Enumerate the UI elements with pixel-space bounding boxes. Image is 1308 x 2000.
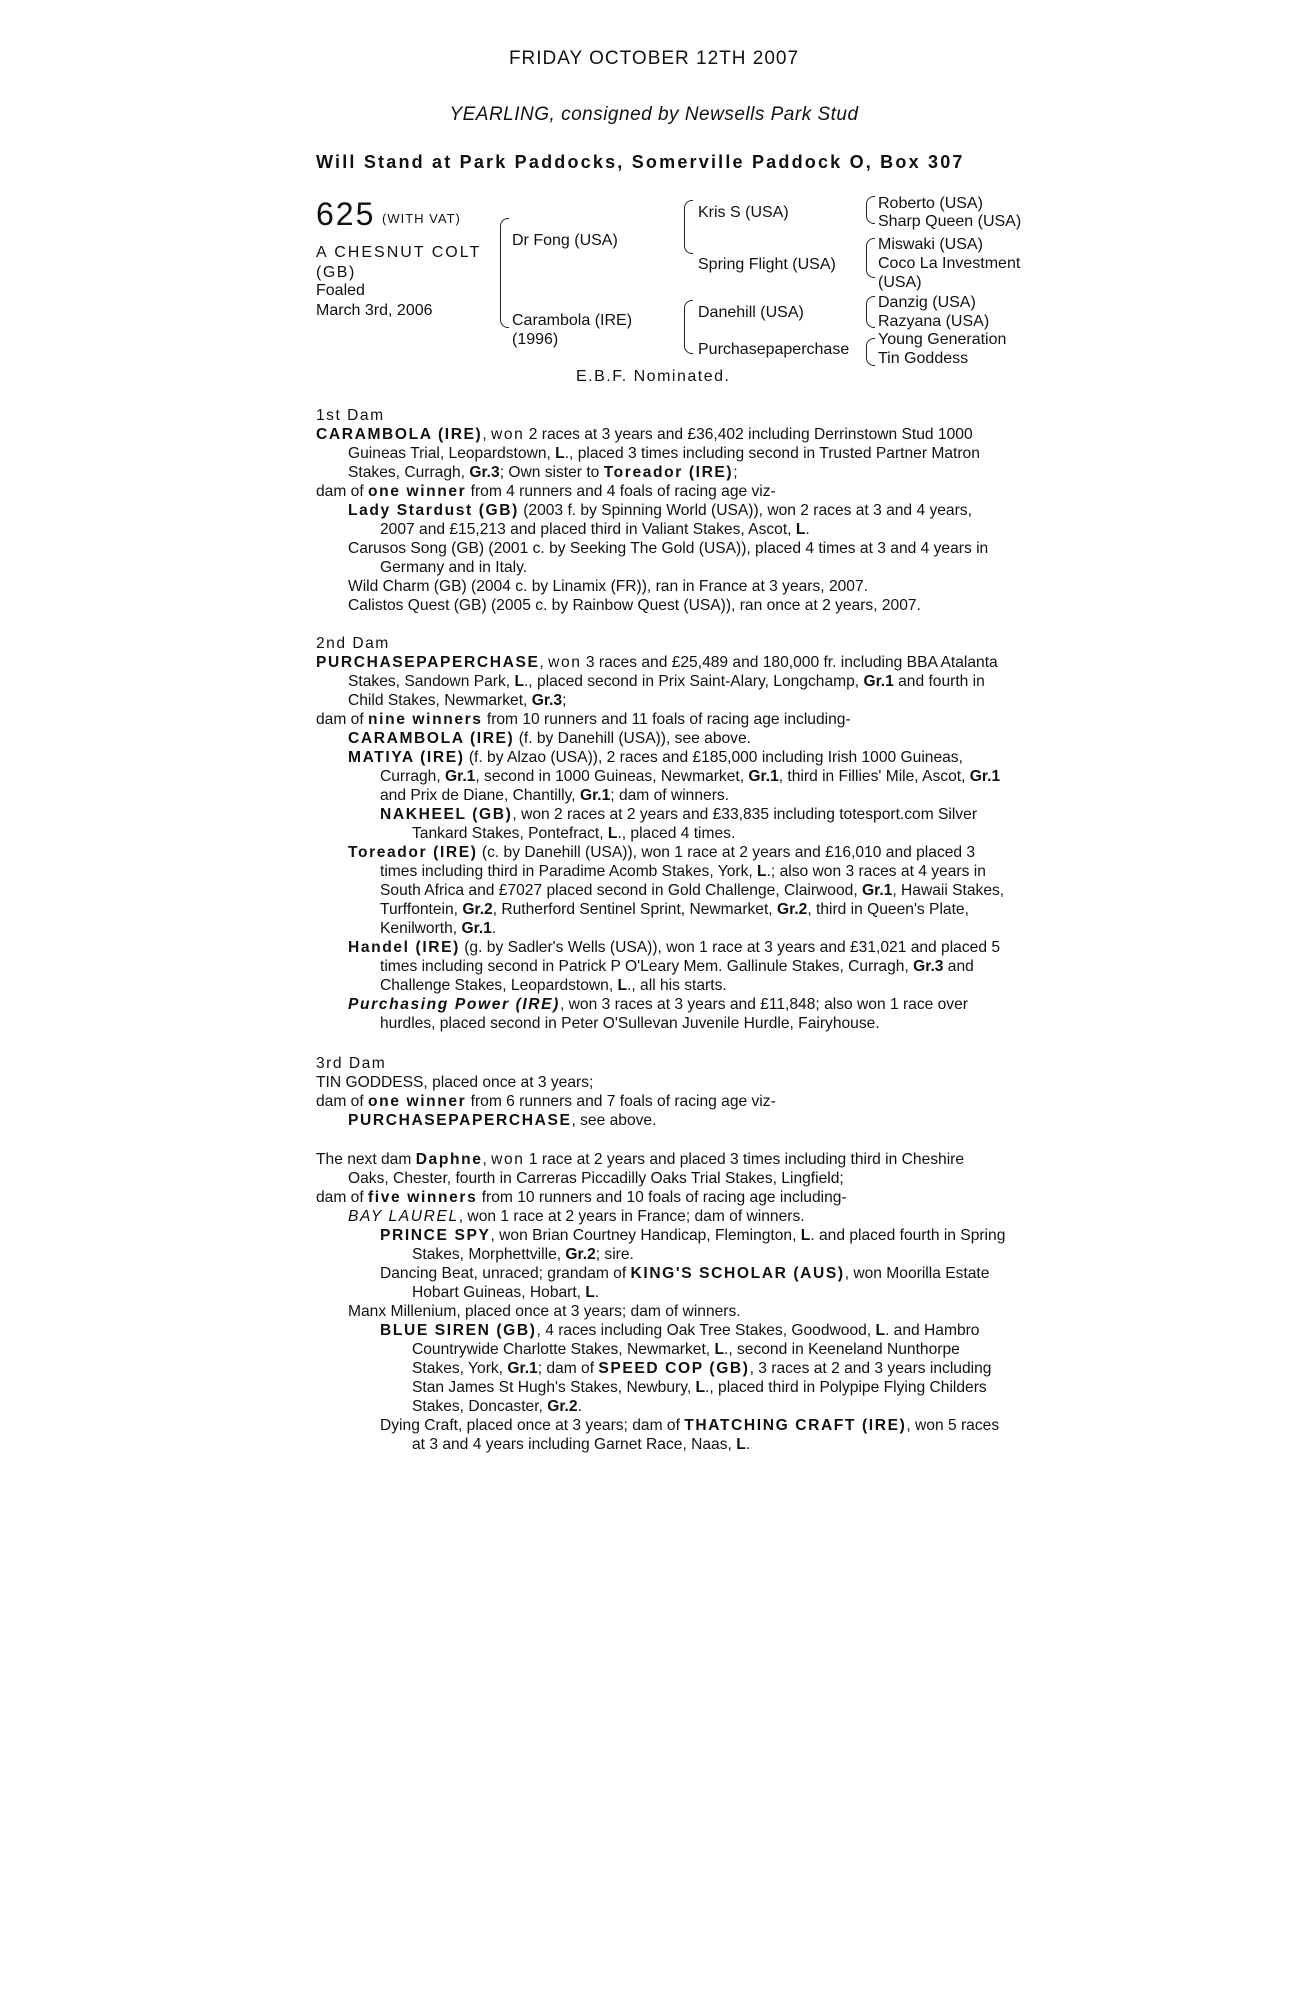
- produce-entry: Calistos Quest (GB) (2005 c. by Rainbow Quest (USA)), ran once at 2 years, 2007.: [348, 597, 921, 614]
- produce-entry: Manx Millenium, placed once at 3 years; dam of winners.: [348, 1303, 741, 1320]
- dam-entry: TIN GODDESS, placed once at 3 years;: [316, 1074, 594, 1091]
- produce-entry: Toreador (IRE) (c. by Danehill (USA)), won 1 race at 2 years and £16,010 and placed 3 times including third in Paradime Acomb Stakes, York, L.; also won 3 races at 4 years in South Africa and £7027 placed second in Gold Challenge, Clairwood, Gr.1, Hawaii Stakes, Turffontein, Gr.2, Rutherford Sentinel Sprint, Newmarket, Gr.2, third in Queen's Plate, Kenilworth, Gr.1.: [348, 844, 1005, 937]
- produce-entry: Dying Craft, placed once at 3 years; dam of THATCHING CRAFT (IRE), won 5 races at 3 and 4 years including Garnet Race, Naas, L.: [380, 1417, 1000, 1453]
- produce-entry: BLUE SIREN (GB), 4 races including Oak Tree Stakes, Goodwood, L. and Hambro Countrywide Charlotte Stakes, Newmarket, L., second in Keeneland Nunthorpe Stakes, York, Gr.1; dam of SPEED COP (GB), 3 races at 2 and 3 years including Stan James St Hugh's Stakes, Newbury, L., placed third in Polypipe Flying Childers Stakes, Doncaster, Gr.2.: [380, 1322, 992, 1415]
- produce-summary: dam of one winner from 4 runners and 4 foals of racing age viz-: [316, 483, 776, 500]
- produce-entry: Lady Stardust (GB) (2003 f. by Spinning World (USA)), won 2 races at 3 and 4 years, 2007 and £15,213 and placed third in Valiant Stakes, Ascot, L.: [348, 502, 972, 538]
- pedigree-ddd: Tin Goddess: [878, 350, 969, 367]
- produce-entry: CARAMBOLA (IRE) (f. by Danehill (USA)), see above.: [348, 730, 751, 747]
- produce-entry: PRINCE SPY, won Brian Courtney Handicap, Flemington, L. and placed fourth in Spring Stakes, Morphettville, Gr.2; sire.: [380, 1227, 1006, 1263]
- horse-description: A CHESNUT COLT: [316, 244, 482, 261]
- pedigree-dsd: Razyana (USA): [878, 313, 990, 330]
- pedigree-brace-sire: [684, 200, 693, 254]
- stand-location: Will Stand at Park Paddocks, Somerville Paddock O, Box 307: [316, 152, 965, 172]
- dam-entry: PURCHASEPAPERCHASE, won 3 races and £25,489 and 180,000 fr. including BBA Atalanta Stakes, Sandown Park, L., placed second in Prix Saint-Alary, Longchamp, Gr.1 and fourth in Child Stakes, Newmarket, Gr.3;: [316, 654, 998, 709]
- pedigree-dds: Young Generation: [878, 331, 1007, 348]
- dam-entry: The next dam Daphne, won 1 race at 2 years and placed 3 times including third in Cheshire Oaks, Chester, fourth in Carreras Piccadilly Oaks Trial Stakes, Lingfield;: [316, 1151, 965, 1187]
- pedigree-brace-dd: [866, 338, 875, 366]
- produce-entry: PURCHASEPAPERCHASE, see above.: [348, 1112, 657, 1129]
- produce-entry: Dancing Beat, unraced; grandam of KING'S SCHOLAR (AUS), won Moorilla Estate Hobart Guineas, Hobart, L.: [380, 1265, 990, 1301]
- produce-entry: MATIYA (IRE) (f. by Alzao (USA)), 2 races and £185,000 including Irish 1000 Guineas, Curragh, Gr.1, second in 1000 Guineas, Newmarket, Gr.1, third in Fillies' Mile, Ascot, Gr.1 and Prix de Diane, Chantilly, Gr.1; dam of winners.: [348, 749, 1001, 804]
- pedigree-dam-dam: Purchasepaperchase: [698, 341, 850, 358]
- foal-date: March 3rd, 2006: [316, 302, 433, 319]
- pedigree-brace-dam: [684, 300, 693, 354]
- lot-number: 625: [316, 196, 376, 232]
- horse-country: (GB): [316, 264, 356, 281]
- pedigree-sdd-country: (USA): [878, 274, 922, 291]
- vat-note: (WITH VAT): [382, 211, 461, 226]
- pedigree-sire-dam: Spring Flight (USA): [698, 256, 836, 273]
- second-dam-section: [316, 634, 1006, 1033]
- produce-summary: dam of one winner from 6 runners and 7 foals of racing age viz-: [316, 1093, 776, 1110]
- pedigree-sdd: Coco La Investment: [878, 255, 1021, 272]
- sale-date: FRIDAY OCTOBER 12TH 2007: [508, 48, 800, 69]
- consignor-line: YEARLING, consigned by Newsells Park Stud: [449, 104, 859, 125]
- next-dam-section: [316, 1150, 1006, 1454]
- pedigree-dam-year: (1996): [512, 331, 559, 348]
- ebf-note: E.B.F. Nominated.: [576, 368, 731, 385]
- pedigree-sss: Roberto (USA): [878, 195, 983, 212]
- first-dam-section: [316, 406, 1006, 615]
- section-heading: 1st Dam: [316, 407, 385, 424]
- dam-entry: CARAMBOLA (IRE), won 2 races at 3 years and £36,402 including Derrinstown Stud 1000 Guineas Trial, Leopardstown, L., placed 3 times including second in Trusted Partner Matron Stakes, Curragh, Gr.3; Own sister to Toreador (IRE);: [316, 426, 980, 481]
- produce-entry: Carusos Song (GB) (2001 c. by Seeking The Gold (USA)), placed 4 times at 3 and 4 years in Germany and in Italy.: [348, 540, 989, 576]
- pedigree-brace-ds: [866, 296, 875, 328]
- produce-summary: dam of nine winners from 10 runners and 11 foals of racing age including-: [316, 711, 851, 728]
- pedigree-dam-sire: Danehill (USA): [698, 304, 804, 321]
- pedigree-brace-ss: [866, 196, 875, 224]
- pedigree-dss: Danzig (USA): [878, 294, 976, 311]
- foaled-label: Foaled: [316, 282, 365, 299]
- pedigree-brace-gen1: [500, 218, 509, 328]
- section-heading: 2nd Dam: [316, 635, 390, 652]
- produce-entry: NAKHEEL (GB), won 2 races at 2 years and £33,835 including totesport.com Silver Tankard Stakes, Pontefract, L., placed 4 times.: [380, 806, 978, 842]
- pedigree-dam: Carambola (IRE): [512, 312, 633, 329]
- produce-entry: Handel (IRE) (g. by Sadler's Wells (USA)), won 1 race at 3 years and £31,021 and placed 5 times including second in Patrick P O'Leary Mem. Gallinule Stakes, Curragh, Gr.3 and Challenge Stakes, Leopardstown, L., all his starts.: [348, 939, 1000, 994]
- produce-entry: BAY LAUREL, won 1 race at 2 years in France; dam of winners.: [348, 1208, 805, 1225]
- third-dam-section: [316, 1054, 1006, 1130]
- pedigree-sds: Miswaki (USA): [878, 236, 983, 253]
- pedigree-brace-sd: [866, 238, 875, 278]
- pedigree-sire: Dr Fong (USA): [512, 232, 618, 249]
- section-heading: 3rd Dam: [316, 1055, 387, 1072]
- produce-entry: Purchasing Power (IRE), won 3 races at 3 years and £11,848; also won 1 race over hurdles, placed second in Peter O'Sullevan Juvenile Hurdle, Fairyhouse.: [348, 996, 968, 1032]
- produce-summary: dam of five winners from 10 runners and 10 foals of racing age including-: [316, 1189, 847, 1206]
- produce-entry: Wild Charm (GB) (2004 c. by Linamix (FR)), ran in France at 3 years, 2007.: [348, 578, 868, 595]
- pedigree-ssd: Sharp Queen (USA): [878, 213, 1022, 230]
- pedigree-sire-sire: Kris S (USA): [698, 204, 789, 221]
